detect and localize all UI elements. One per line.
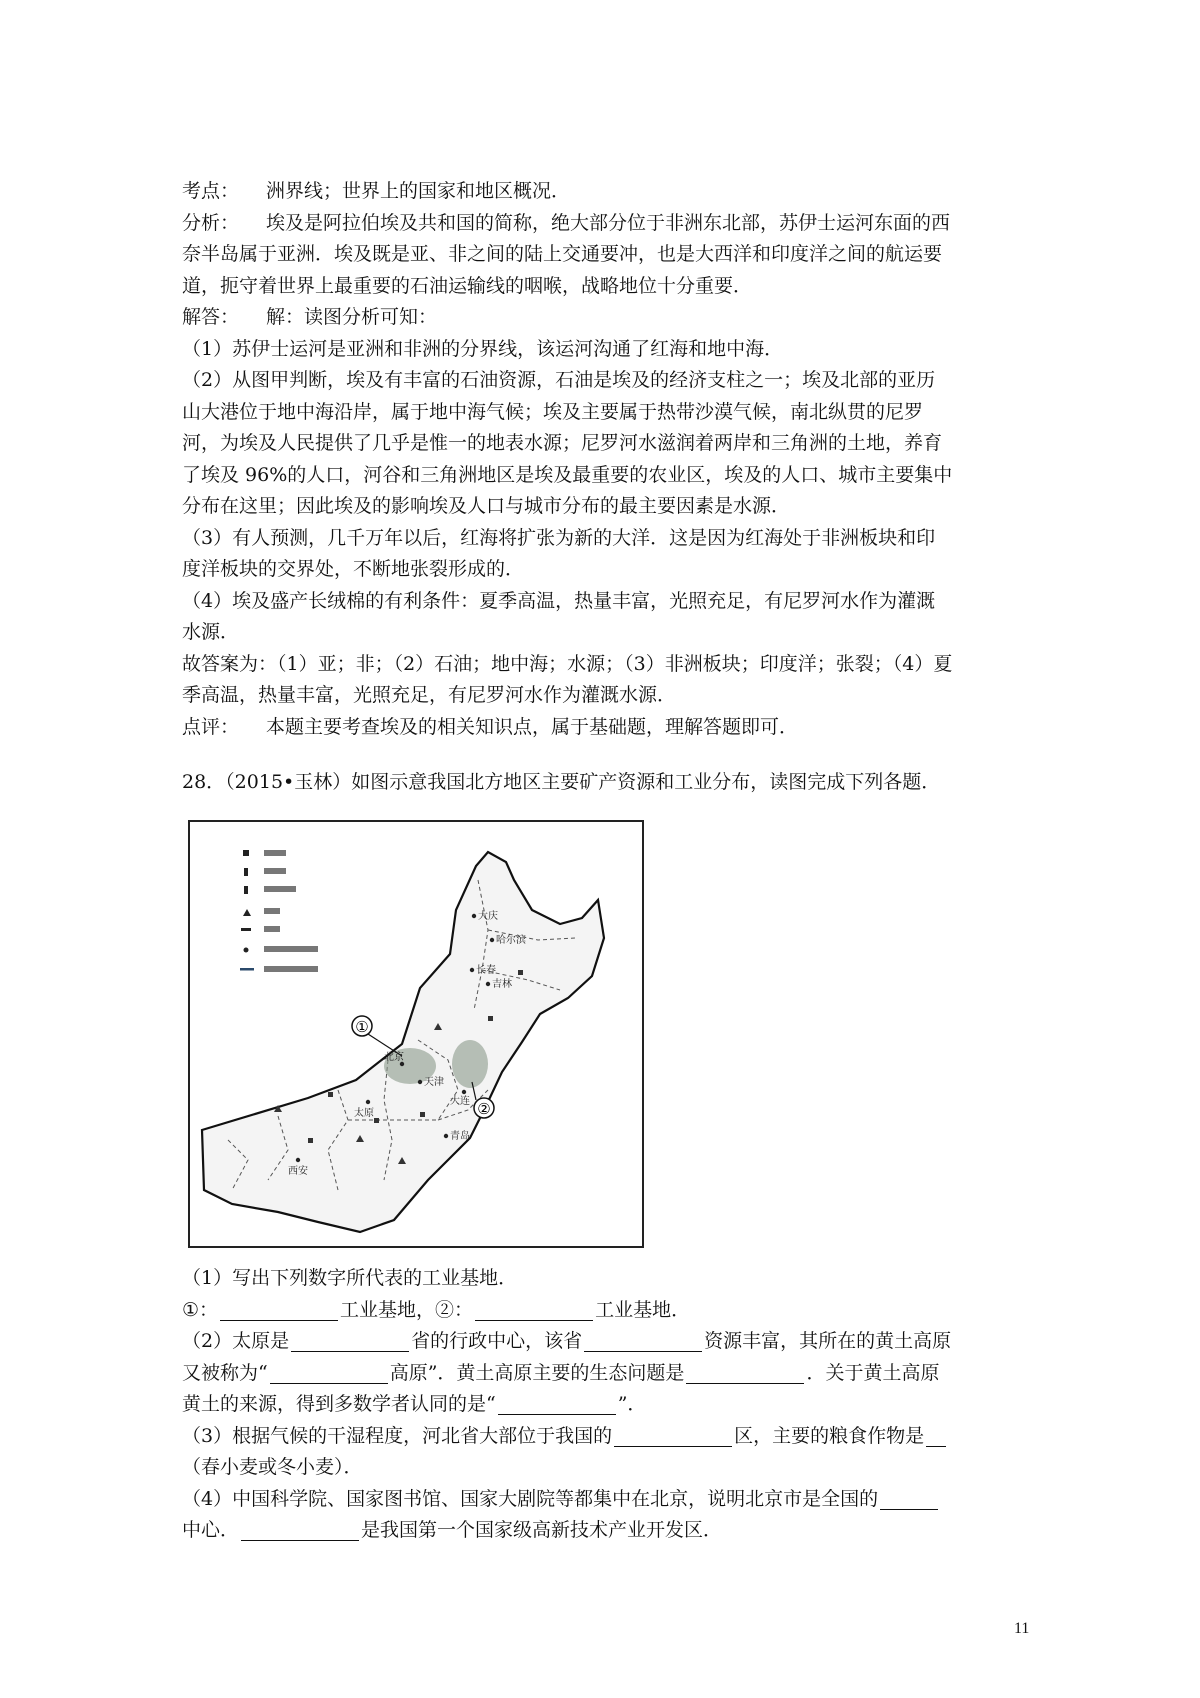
q2-part-a: （2）太原是 bbox=[182, 1330, 290, 1352]
kaodian-line bbox=[182, 176, 1022, 208]
city-dot-jilin bbox=[486, 982, 490, 986]
answer-line: 故答案为：（1）亚；非；（2）石油；地中海；水源；（3）非洲板块；印度洋；张裂；（4）夏 bbox=[182, 652, 953, 675]
city-label-qingdao: 青岛 bbox=[450, 1131, 470, 1142]
city-dot-dalian bbox=[462, 1090, 466, 1094]
q1-title: （1）写出下列数字所代表的工业基地． bbox=[182, 1267, 518, 1289]
fenxi-line bbox=[182, 208, 1022, 240]
dianping-text: 本题主要考查埃及的相关知识点，属于基础题，理解答题即可． bbox=[266, 715, 799, 738]
answer-line: （1）苏伊士运河是亚洲和非洲的分界线，该运河沟通了红海和地中海． bbox=[182, 337, 784, 360]
q2-part-f: ．关于黄土高原 bbox=[806, 1361, 940, 1384]
q2-part-c: 资源丰富，其所在的黄土高原 bbox=[704, 1330, 952, 1352]
city-label-taiyuan: 太原 bbox=[354, 1108, 374, 1119]
answer-line: 分布在这里；因此埃及的影响埃及人口与城市分布的最主要因素是水源． bbox=[182, 495, 791, 517]
q2-blank-4[interactable] bbox=[686, 1361, 804, 1384]
q2-part-g: 黄土的来源，得到多数学者认同的是“ bbox=[182, 1393, 496, 1415]
city-label-dalian: 大连 bbox=[450, 1096, 470, 1107]
q2-blank-1[interactable] bbox=[291, 1329, 409, 1352]
dianping-label: 点评： bbox=[182, 715, 240, 738]
q4-line-1 bbox=[182, 1484, 1022, 1516]
q3-part-a: （3）根据气候的干湿程度，河北省大部位于我国的 bbox=[182, 1424, 613, 1447]
city-dot-taiyuan bbox=[366, 1100, 370, 1104]
question-stem: 28．（2015•玉林）如图示意我国北方地区主要矿产资源和工业分布，读图完成下列各题． bbox=[182, 771, 941, 793]
north-china-map bbox=[188, 820, 644, 1248]
city-label-beijing: 北京 bbox=[384, 1052, 404, 1063]
q1-blank-2[interactable] bbox=[475, 1298, 593, 1321]
map-figure bbox=[188, 820, 644, 1248]
q4-blank-1[interactable] bbox=[880, 1487, 938, 1510]
q2-line-3 bbox=[182, 1389, 1022, 1421]
q1-blank-1[interactable] bbox=[220, 1298, 338, 1321]
q1-line bbox=[182, 1295, 1022, 1327]
q3-line-1 bbox=[182, 1421, 1022, 1453]
q4-part-c: 是我国第一个国家级高新技术产业开发区． bbox=[361, 1519, 723, 1541]
city-dot-qingdao bbox=[444, 1134, 448, 1138]
city-dot-daqing bbox=[472, 914, 476, 918]
q3-part-b: 区，主要的粮食作物是 bbox=[734, 1424, 925, 1447]
q4-blank-2[interactable] bbox=[241, 1518, 359, 1541]
answer-line: （4）埃及盛产长绒棉的有利条件：夏季高温，热量丰富，光照充足，有尼罗河水作为灌溉 bbox=[182, 589, 936, 612]
city-dot-xian bbox=[296, 1158, 300, 1162]
q3-blank-2[interactable] bbox=[926, 1424, 946, 1447]
city-label-tianjin: 天津 bbox=[424, 1077, 444, 1088]
fenxi-text: 奈半岛属于亚洲．埃及既是亚、非之间的陆上交通要冲，也是大西洋和印度洋之间的航运要 bbox=[182, 243, 943, 265]
answer-line: （2）从图甲判断，埃及有丰富的石油资源，石油是埃及的经济支柱之一；埃及北部的亚历 bbox=[182, 369, 936, 391]
city-label-changchun: 长春 bbox=[476, 965, 496, 976]
answer-line: 度洋板块的交界处，不断地张裂形成的． bbox=[182, 558, 525, 580]
q2-blank-5[interactable] bbox=[498, 1392, 616, 1415]
city-label-harbin: 哈尔滨 bbox=[496, 935, 526, 946]
base-2-area bbox=[452, 1040, 488, 1088]
marker-1: ① bbox=[355, 1018, 369, 1036]
answer-line: 水源． bbox=[182, 621, 240, 643]
kaodian-label: 考点： bbox=[182, 180, 240, 202]
marker-2: ② bbox=[477, 1100, 491, 1118]
fenxi-text: 道，扼守着世界上最重要的石油运输线的咽喉，战略地位十分重要． bbox=[182, 274, 753, 297]
q1-part-a: ①： bbox=[182, 1298, 219, 1321]
q2-blank-2[interactable] bbox=[584, 1329, 702, 1352]
q4-line-2 bbox=[182, 1515, 1022, 1547]
city-dot-changchun bbox=[470, 968, 474, 972]
kaodian-text: 洲界线；世界上的国家和地区概况． bbox=[266, 180, 571, 202]
answer-line: 季高温，热量丰富，光照充足，有尼罗河水作为灌溉水源． bbox=[182, 684, 677, 706]
jieda-line bbox=[182, 302, 1022, 334]
fenxi-label: 分析： bbox=[182, 211, 240, 234]
answer-line: 了埃及 96%的人口，河谷和三角洲地区是埃及最重要的农业区，埃及的人口、城市主要集中 bbox=[182, 463, 953, 486]
fenxi-text: 埃及是阿拉伯埃及共和国的简称，绝大部分位于非洲东北部，苏伊士运河东面的西 bbox=[266, 211, 951, 234]
q4-part-a: （4）中国科学院、国家图书馆、国家大剧院等都集中在北京，说明北京市是全国的 bbox=[182, 1487, 879, 1510]
analysis-section bbox=[182, 176, 1022, 799]
answer-line: （3）有人预测，几千万年以后，红海将扩张为新的大洋．这是因为红海处于非洲板块和印 bbox=[182, 526, 936, 549]
city-label-daqing: 大庆 bbox=[478, 911, 498, 922]
city-label-jilin: 吉林 bbox=[492, 979, 512, 990]
dianping-line bbox=[182, 712, 1022, 744]
q2-line-1 bbox=[182, 1326, 1022, 1358]
q1-part-b: 工业基地，②： bbox=[340, 1298, 474, 1321]
jieda-text: 解：读图分析可知： bbox=[266, 306, 438, 328]
q1-part-c: 工业基地． bbox=[595, 1298, 691, 1321]
page-number: 11 bbox=[1014, 1620, 1030, 1637]
q2-part-d: 又被称为“ bbox=[182, 1361, 268, 1384]
q2-part-b: 省的行政中心，该省 bbox=[411, 1330, 583, 1352]
q3-blank-1[interactable] bbox=[614, 1424, 732, 1447]
city-label-xian: 西安 bbox=[288, 1166, 308, 1177]
sub-questions bbox=[182, 1263, 1022, 1547]
q2-part-h: ”． bbox=[617, 1393, 647, 1415]
answer-line: 山大港位于地中海沿岸，属于地中海气候；埃及主要属于热带沙漠气候，南北纵贯的尼罗 bbox=[182, 400, 924, 423]
answer-line: 河，为埃及人民提供了几乎是惟一的地表水源；尼罗河水滋润着两岸和三角洲的土地，养育 bbox=[182, 432, 943, 454]
q3-line-2: （春小麦或冬小麦）． bbox=[182, 1456, 363, 1478]
city-dot-tianjin bbox=[418, 1080, 422, 1084]
jieda-label: 解答： bbox=[182, 306, 240, 328]
q2-blank-3[interactable] bbox=[270, 1361, 388, 1384]
city-dot-harbin bbox=[490, 938, 494, 942]
q4-part-b: 中心． bbox=[182, 1519, 240, 1541]
q2-line-2 bbox=[182, 1358, 1022, 1390]
q2-part-e: 高原”．黄土高原主要的生态问题是 bbox=[389, 1361, 685, 1384]
